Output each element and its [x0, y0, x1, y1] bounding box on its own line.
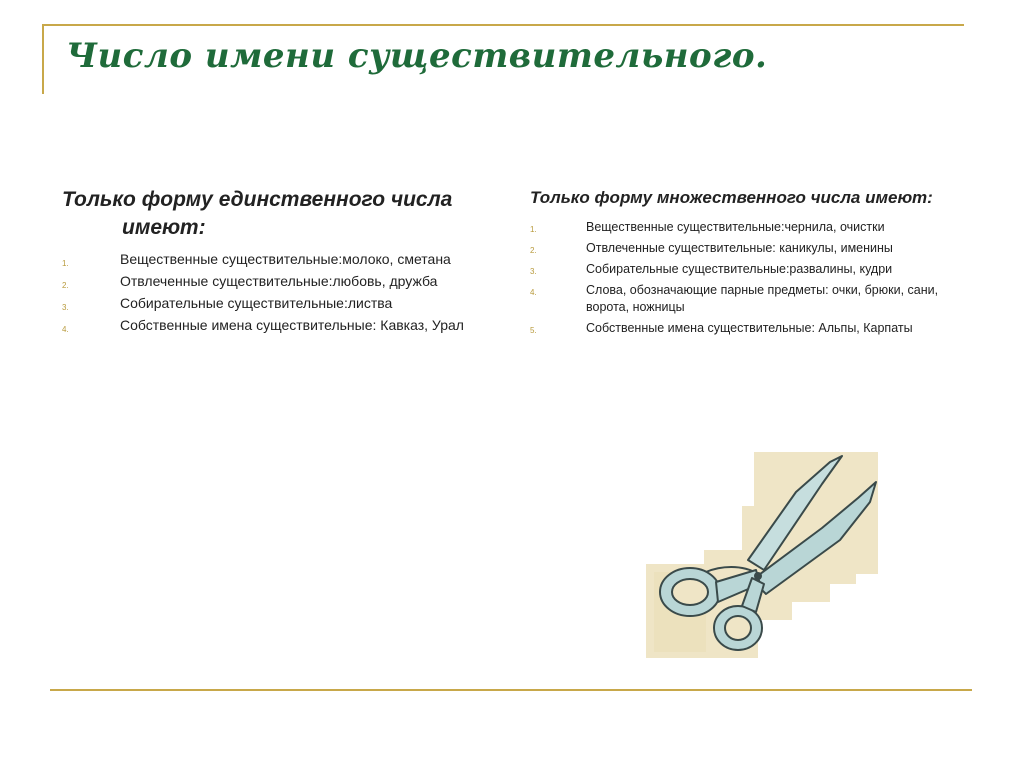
list-item — [530, 261, 950, 278]
list-item — [530, 219, 950, 236]
list-item — [530, 320, 950, 337]
singular-list — [62, 250, 502, 335]
list-text: Вещественные существительные:чернила, очистки — [586, 220, 885, 234]
list-text: Отвлеченные существительные: каникулы, именины — [586, 241, 893, 255]
frame-bottom-line — [50, 689, 972, 691]
list-item — [530, 282, 950, 316]
list-number: 1. — [62, 259, 69, 268]
list-number: 2. — [62, 281, 69, 290]
list-text: Собирательные существительные:развалины, кудри — [586, 262, 893, 276]
list-number: 1. — [530, 225, 537, 234]
list-text: Вещественные существительные:молоко, сметана — [120, 251, 451, 267]
list-number: 5. — [530, 326, 537, 335]
list-number: 4. — [530, 288, 537, 297]
list-number: 3. — [530, 267, 537, 276]
scissors-icon — [646, 452, 880, 658]
list-number: 4. — [62, 325, 69, 334]
list-text: Слова, обозначающие парные предметы: очки, брюки, сани, ворота, ножницы — [586, 283, 939, 314]
list-item — [62, 272, 502, 291]
list-number: 2. — [530, 246, 537, 255]
list-item — [62, 294, 502, 313]
list-item — [62, 250, 502, 269]
singular-column — [62, 186, 502, 338]
slide-title: Число имени существительного. — [66, 36, 768, 76]
list-text: Собственные имена существительные: Альпы, Карпаты — [586, 321, 913, 335]
frame-left-line — [42, 24, 44, 94]
list-text: Собственные имена существительные: Кавказ, Урал — [120, 317, 464, 333]
plural-column — [530, 186, 950, 341]
list-number: 3. — [62, 303, 69, 312]
list-item — [62, 316, 502, 335]
frame-top-line — [42, 24, 964, 26]
plural-heading: Только форму множественного числа имеют: — [530, 188, 933, 207]
singular-heading: Только форму единственного числа имеют: — [62, 188, 453, 239]
list-text: Отвлеченные существительные:любовь, дружба — [120, 273, 438, 289]
list-item — [530, 240, 950, 257]
plural-list — [530, 219, 950, 337]
list-text: Собирательные существительные:листва — [120, 295, 393, 311]
